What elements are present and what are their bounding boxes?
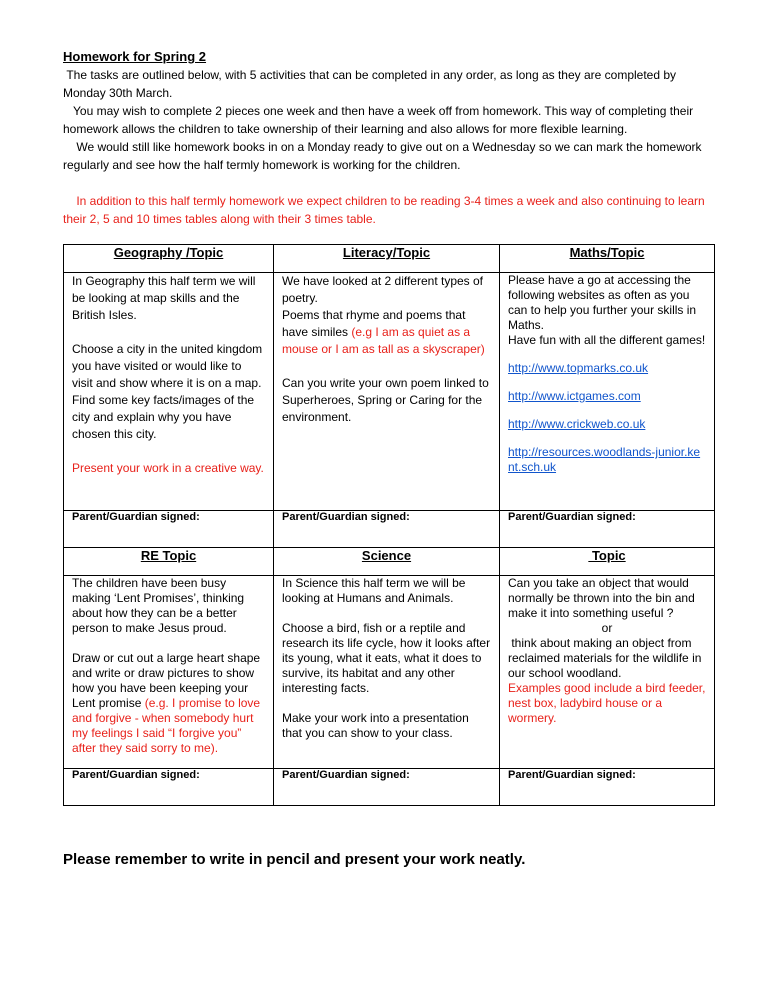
intro-paragraph-3: We would still like homework books in on a Monday ready to give out on a Wednesday so we can mark the homework regularly and see how the half termly homework is working for the children. [63, 140, 705, 172]
signature-row-1 [64, 511, 715, 548]
geography-text-1: In Geography this half term we will be looking at map skills and the British Isles. [72, 274, 256, 322]
signature-row-2 [64, 769, 715, 806]
maths-text-2: Have fun with all the different games! [508, 333, 706, 347]
content-row-1 [64, 273, 715, 511]
topic-text-1: Can you take an object that would normally be thrown into the bin and make it into something useful ? [508, 576, 695, 620]
header-topic: Topic [500, 548, 715, 576]
header-literacy: Literacy/Topic [274, 245, 500, 273]
link-crickweb[interactable]: http://www.crickweb.co.uk [508, 417, 646, 431]
signature-science: Parent/Guardian signed: [274, 769, 500, 806]
geography-text-2: Choose a city in the united kingdom you have visited or would like to visit and show where it is on a map. Find some key facts/images of the city and explain why you have chosen this city. [72, 342, 263, 441]
literacy-cell [274, 273, 500, 511]
intro-paragraph-2: You may wish to complete 2 pieces one week and then have a week off from homework. This way of completing their homework allows the children to take ownership of their learning and also allows for more flexible learning. [63, 104, 697, 136]
header-geography: Geography /Topic [64, 245, 274, 273]
link-topmarks[interactable]: http://www.topmarks.co.uk [508, 361, 649, 375]
science-text-3: Make your work into a presentation that you can show to your class. [282, 711, 469, 740]
literacy-simile-example: (e.g I am as quiet as a mouse or I am as tall as a skyscraper) [282, 325, 485, 356]
header-re: RE Topic [64, 548, 274, 576]
maths-cell [500, 273, 715, 511]
re-cell [64, 576, 274, 769]
geography-cell [64, 273, 274, 511]
science-cell [274, 576, 500, 769]
re-text-2: Draw or cut out a large heart shape and write or draw pictures to show how you have been keeping your Lent promise (e.g. I promise to love and forgive - when somebody hurt my feelings I said “I forgive you” after they said sorry to me). [72, 651, 261, 755]
header-science: Science [274, 548, 500, 576]
page-title: Homework for Spring 2 [63, 49, 207, 64]
re-text-1: The children have been busy making ‘Lent Promises’, thinking about how they can be a better person to make Jesus proud. [72, 576, 245, 635]
link-ictgames[interactable]: http://www.ictgames.com [508, 389, 641, 403]
header-row-2 [64, 548, 715, 576]
literacy-text-3: Can you write your own poem linked to Superheroes, Spring or Caring for the environment. [282, 376, 489, 424]
homework-grid [63, 244, 715, 806]
literacy-text-2: Poems that rhyme and poems that have similes (e.g I am as quiet as a mouse or I am as tall as a skyscraper) [282, 308, 485, 356]
signature-topic: Parent/Guardian signed: [500, 769, 715, 806]
link-woodlands[interactable]: http://resources.woodlands-junior.kent.sch.uk [508, 445, 701, 474]
intro-section [63, 48, 715, 228]
topic-text-2: think about making an object from reclaimed materials for the wildlife in our school woodland. [508, 636, 705, 680]
intro-reading-note: In addition to this half termly homework we expect children to be reading 3-4 times a week and also continuing to learn their 2, 5 and 10 times tables along with their 3 times table. [63, 194, 709, 226]
science-text-1: In Science this half term we will be looking at Humans and Animals. [282, 576, 466, 605]
science-text-2: Choose a bird, fish or a reptile and research its life cycle, how it looks after its young, what it eats, what it does to survive, its habitat and any other interesting facts. [282, 621, 491, 695]
signature-literacy: Parent/Guardian signed: [274, 511, 500, 548]
re-promise-example: (e.g. I promise to love and forgive - when somebody hurt my feelings I said “I forgive you” after they said sorry to me). [72, 696, 261, 755]
intro-paragraph-1: The tasks are outlined below, with 5 activities that can be completed in any order, as long as they are completed by Monday 30th March. [63, 68, 680, 100]
geography-text-3: Present your work in a creative way. [72, 461, 264, 475]
literacy-text-1: We have looked at 2 different types of poetry. [282, 274, 484, 305]
maths-text-1: Please have a go at accessing the following websites as often as you can to help you further your skills in Maths. [508, 273, 697, 332]
signature-geography: Parent/Guardian signed: [64, 511, 274, 548]
signature-re: Parent/Guardian signed: [64, 769, 274, 806]
topic-or: or [601, 621, 613, 635]
signature-maths: Parent/Guardian signed: [500, 511, 715, 548]
header-row-1 [64, 245, 715, 273]
content-row-2 [64, 576, 715, 769]
header-maths: Maths/Topic [500, 245, 715, 273]
topic-cell [500, 576, 715, 769]
footer-reminder: Please remember to write in pencil and present your work neatly. [63, 851, 526, 868]
topic-text-3: Examples good include a bird feeder, nest box, ladybird house or a wormery. [508, 681, 706, 725]
